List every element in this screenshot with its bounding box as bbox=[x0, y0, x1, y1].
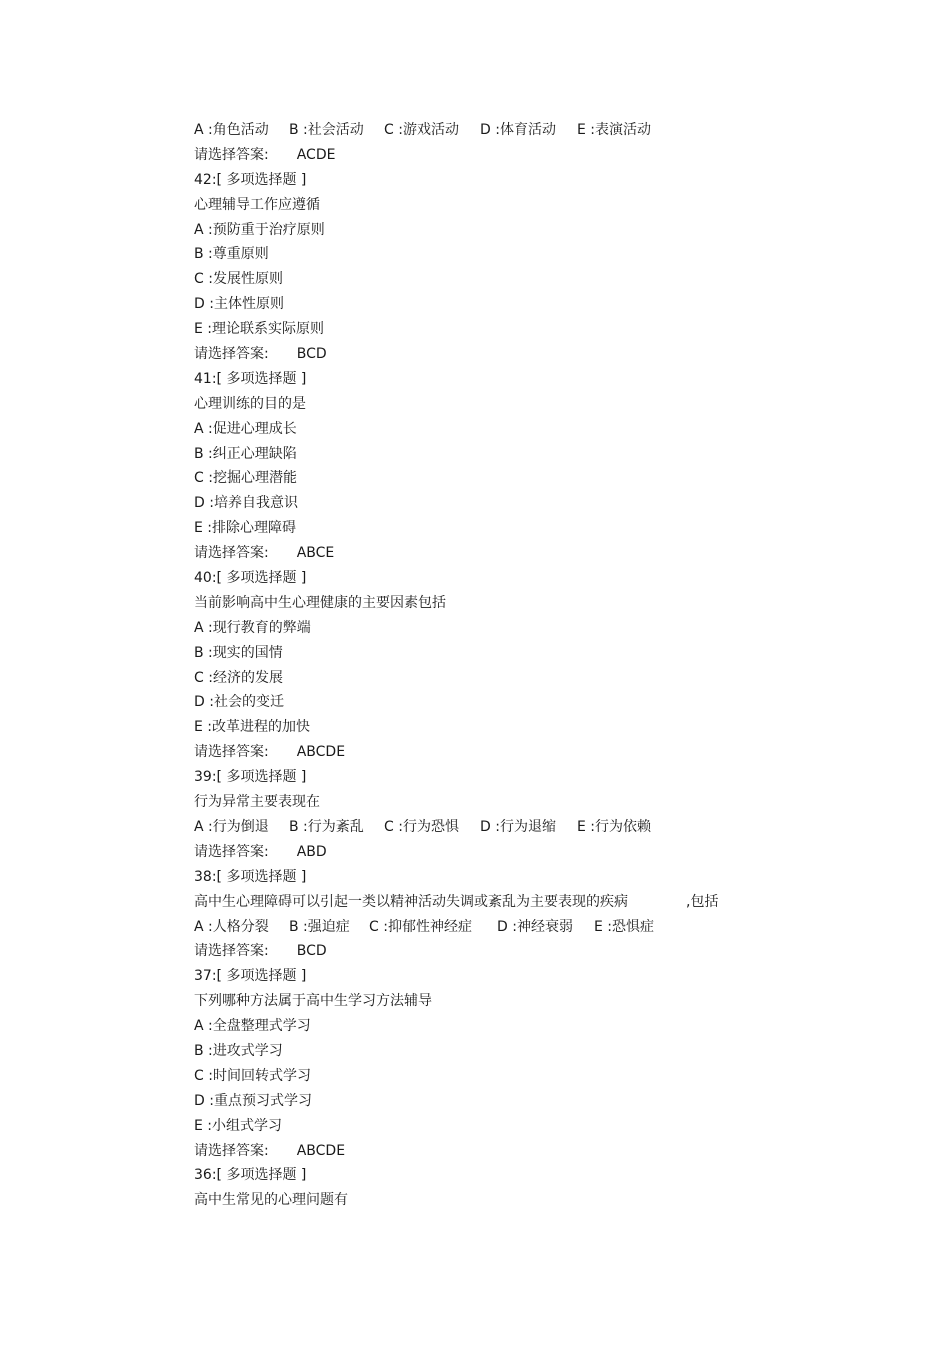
option-e: E :排除心理障碍 bbox=[194, 520, 297, 537]
answer-row bbox=[194, 541, 914, 566]
question-header: 38:[ 多项选择题 ] bbox=[194, 868, 307, 885]
option-c: C :发展性原则 bbox=[194, 271, 283, 288]
option-c: C :挖掘心理潜能 bbox=[194, 470, 297, 487]
option-a: A :预防重于治疗原则 bbox=[194, 221, 325, 238]
answer-row bbox=[194, 939, 914, 964]
answer-label: 请选择答案: bbox=[194, 744, 269, 761]
answer-label: 请选择答案: bbox=[194, 843, 269, 860]
option-a: A :行为倒退 bbox=[194, 818, 269, 835]
answer-row bbox=[194, 840, 914, 865]
answer-value: BCD bbox=[296, 346, 327, 363]
option-a: A :促进心理成长 bbox=[194, 420, 297, 437]
question-stem: 心理训练的目的是 bbox=[194, 395, 306, 412]
answer-value: ABCDE bbox=[296, 1142, 346, 1159]
option-c: C :经济的发展 bbox=[194, 669, 283, 686]
option-d: D :培养自我意识 bbox=[194, 495, 298, 512]
question-stem-tail: ,包括 bbox=[686, 893, 719, 910]
question-list bbox=[194, 118, 914, 1213]
answer-label: 请选择答案: bbox=[194, 1142, 269, 1159]
option-e: E :表演活动 bbox=[577, 122, 652, 138]
inline-options-row bbox=[194, 915, 914, 940]
inline-options-row bbox=[194, 118, 914, 143]
answer-row bbox=[194, 342, 914, 367]
question-stem bbox=[194, 890, 914, 915]
answer-label: 请选择答案: bbox=[194, 545, 269, 562]
question-stem: 行为异常主要表现在 bbox=[194, 794, 320, 811]
option-b: B :尊重原则 bbox=[194, 246, 269, 263]
option-a: A :角色活动 bbox=[194, 122, 269, 138]
question-header: 42:[ 多项选择题 ] bbox=[194, 171, 307, 188]
answer-row bbox=[194, 740, 914, 765]
question-stem-text: 高中生心理障碍可以引起一类以精神活动失调或紊乱为主要表现的疾病 bbox=[194, 893, 628, 910]
answer-label: 请选择答案: bbox=[194, 346, 269, 363]
option-c: C :抑郁性神经症 bbox=[369, 918, 472, 935]
option-d: D :神经衰弱 bbox=[497, 918, 573, 935]
option-e: E :理论联系实际原则 bbox=[194, 321, 325, 338]
answer-row bbox=[194, 143, 914, 168]
option-a: A :现行教育的弊端 bbox=[194, 619, 311, 636]
option-b: B :现实的国情 bbox=[194, 644, 283, 661]
option-b: B :纠正心理缺陷 bbox=[194, 445, 297, 462]
option-e: E :小组式学习 bbox=[194, 1117, 283, 1134]
answer-label: 请选择答案: bbox=[194, 146, 269, 163]
option-d: D :主体性原则 bbox=[194, 296, 284, 313]
option-b: B :强迫症 bbox=[289, 918, 350, 935]
option-a: A :全盘整理式学习 bbox=[194, 1018, 311, 1035]
question-stem: 高中生常见的心理问题有 bbox=[194, 1192, 348, 1209]
option-c: C :时间回转式学习 bbox=[194, 1067, 311, 1084]
question-header: 40:[ 多项选择题 ] bbox=[194, 570, 307, 587]
option-d: D :重点预习式学习 bbox=[194, 1092, 312, 1109]
answer-label: 请选择答案: bbox=[194, 943, 269, 960]
option-b: B :社会活动 bbox=[289, 122, 364, 138]
answer-value: ABCDE bbox=[296, 744, 346, 761]
answer-value: ABCE bbox=[296, 545, 335, 562]
option-c: C :行为恐惧 bbox=[384, 818, 459, 835]
question-header: 36:[ 多项选择题 ] bbox=[194, 1167, 307, 1184]
option-c: C :游戏活动 bbox=[384, 122, 459, 138]
option-d: D :行为退缩 bbox=[480, 818, 556, 835]
answer-row bbox=[194, 1139, 914, 1164]
answer-value: BCD bbox=[296, 943, 327, 960]
option-a: A :人格分裂 bbox=[194, 918, 269, 935]
option-b: B :进攻式学习 bbox=[194, 1042, 283, 1059]
question-stem: 当前影响高中生心理健康的主要因素包括 bbox=[194, 594, 446, 611]
answer-value: ABD bbox=[296, 843, 327, 860]
option-d: D :体育活动 bbox=[480, 122, 556, 138]
question-header: 41:[ 多项选择题 ] bbox=[194, 370, 307, 387]
question-header: 37:[ 多项选择题 ] bbox=[194, 968, 307, 985]
answer-value: ACDE bbox=[296, 146, 336, 163]
option-e: E :行为依赖 bbox=[577, 818, 652, 835]
option-e: E :改革进程的加快 bbox=[194, 719, 311, 736]
question-stem: 心理辅导工作应遵循 bbox=[194, 196, 320, 213]
option-e: E :恐惧症 bbox=[594, 918, 655, 935]
option-d: D :社会的变迁 bbox=[194, 694, 284, 711]
question-stem: 下列哪种方法属于高中生学习方法辅导 bbox=[194, 993, 432, 1010]
inline-options-row bbox=[194, 815, 914, 840]
option-b: B :行为紊乱 bbox=[289, 818, 364, 835]
question-header: 39:[ 多项选择题 ] bbox=[194, 769, 307, 786]
